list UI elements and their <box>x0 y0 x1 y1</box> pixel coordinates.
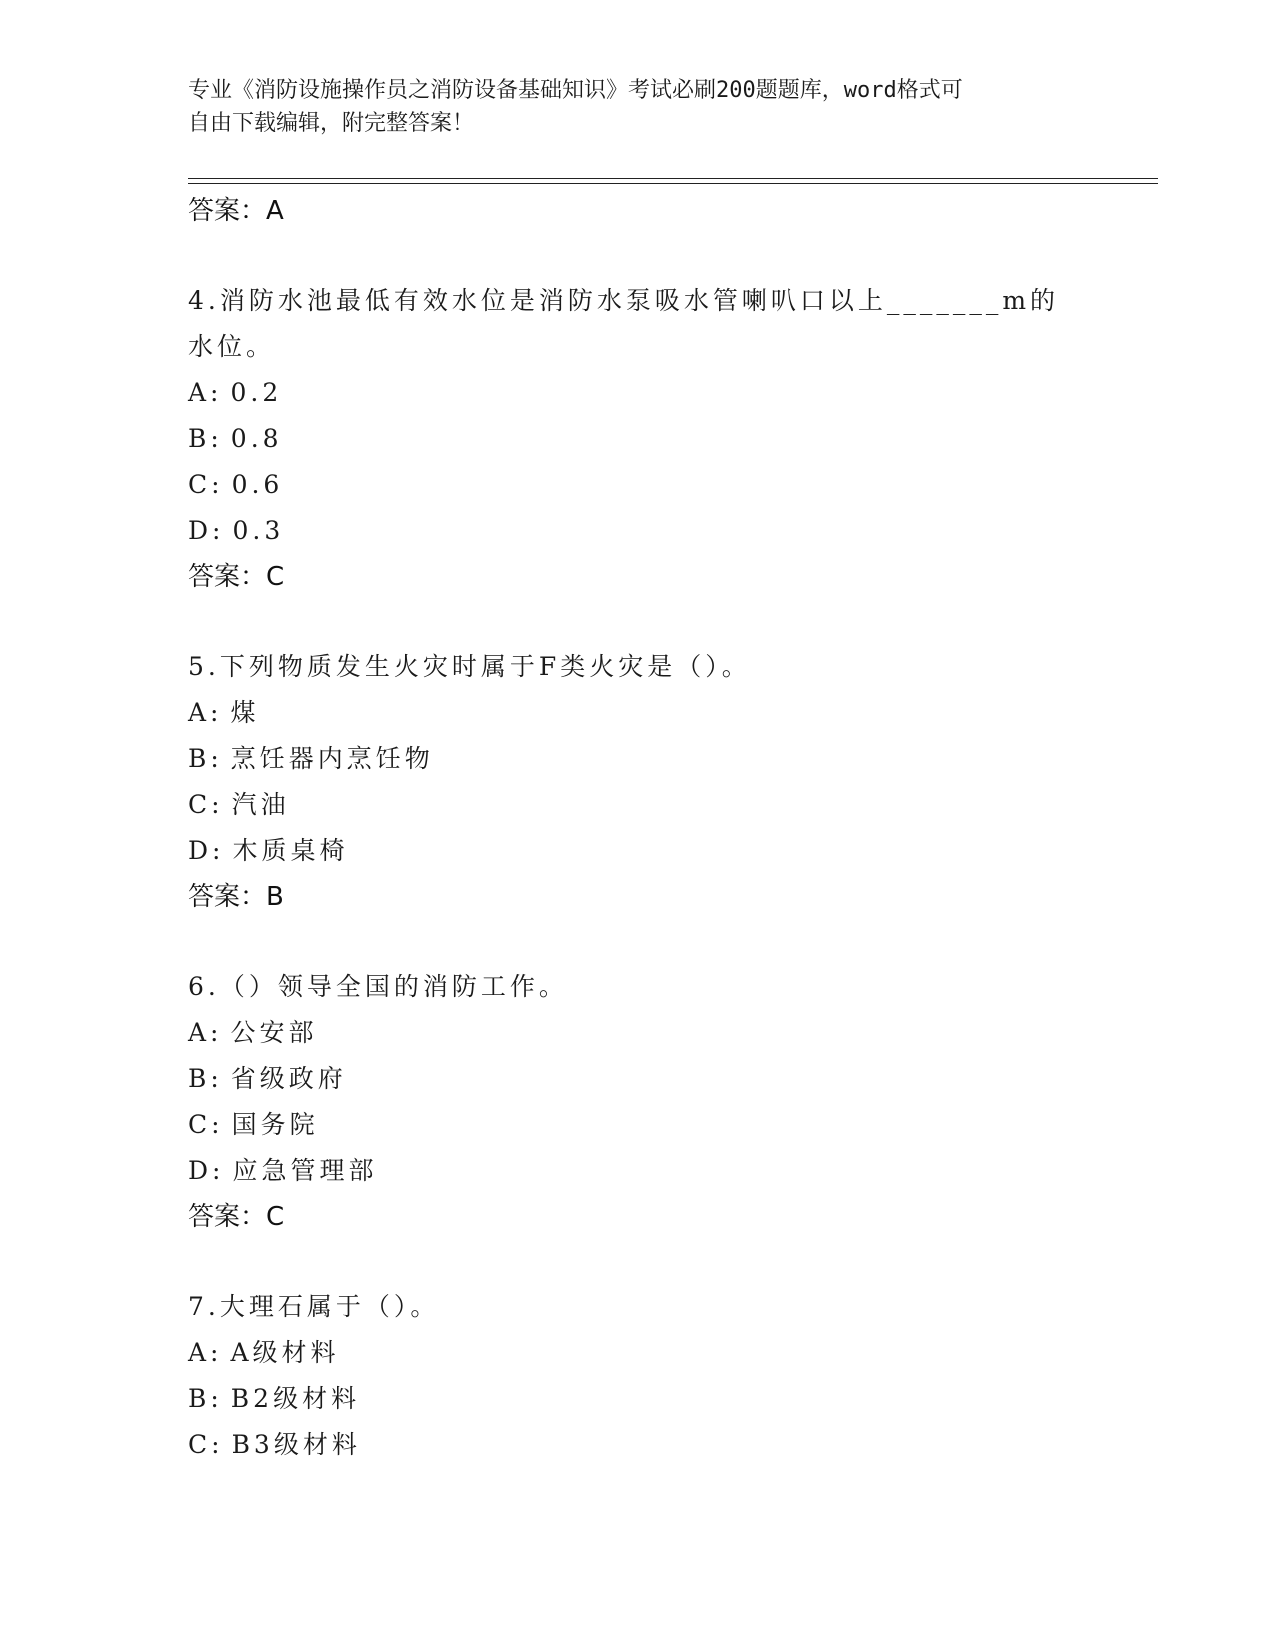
question-text: 7.大理石属于（）。 <box>188 1292 440 1321</box>
answer-line: 答案：A <box>188 196 284 226</box>
option-key: C: <box>188 1110 224 1139</box>
option-key: C: <box>188 790 224 819</box>
option-c <box>188 1102 1068 1148</box>
option-a <box>188 1330 1068 1376</box>
option-b <box>188 1056 1068 1102</box>
question-item <box>188 1284 1068 1468</box>
option-text: 0.3 <box>232 516 285 545</box>
option-text: 国务院 <box>231 1110 319 1139</box>
answer-line: 答案：C <box>188 562 285 592</box>
option-key: C: <box>188 470 224 499</box>
question-text: 4.消防水池最低有效水位是消防水泵吸水管喇叭口以上_______m的水位。 <box>188 286 1060 361</box>
question-list <box>188 188 1068 1468</box>
option-c <box>188 462 1068 508</box>
question-text: 5.下列物质发生火灾时属于F类火灾是（）。 <box>188 652 751 681</box>
option-key: D: <box>188 516 225 545</box>
option-c <box>188 782 1068 828</box>
document-header <box>188 74 1068 140</box>
option-key: A: <box>188 698 223 727</box>
option-text: A级材料 <box>230 1338 340 1367</box>
option-key: D: <box>188 836 225 865</box>
option-text: 省级政府 <box>230 1064 347 1093</box>
option-b <box>188 736 1068 782</box>
option-text: 0.8 <box>230 424 283 453</box>
option-a <box>188 690 1068 736</box>
option-d <box>188 508 1068 554</box>
question-text: 6.（）领导全国的消防工作。 <box>188 972 568 1001</box>
option-text: 烹饪器内烹饪物 <box>230 744 434 773</box>
option-d <box>188 828 1068 874</box>
option-key: B: <box>188 424 223 453</box>
option-text: B3级材料 <box>231 1430 361 1459</box>
option-text: 木质桌椅 <box>232 836 349 865</box>
answer-line: 答案：C <box>188 1202 285 1232</box>
question-item <box>188 278 1068 600</box>
option-key: B: <box>188 744 223 773</box>
option-text: 公安部 <box>230 1018 318 1047</box>
option-text: B2级材料 <box>230 1384 361 1413</box>
header-line-1: 专业《消防设施操作员之消防设备基础知识》考试必刷200题题库，word格式可 <box>188 78 963 103</box>
option-key: D: <box>188 1156 225 1185</box>
option-key: B: <box>188 1384 223 1413</box>
question-item <box>188 644 1068 920</box>
question-item <box>188 964 1068 1240</box>
option-key: B: <box>188 1064 223 1093</box>
option-b <box>188 1376 1068 1422</box>
option-d <box>188 1148 1068 1194</box>
option-text: 应急管理部 <box>232 1156 378 1185</box>
answer-line: 答案：B <box>188 882 284 912</box>
option-a <box>188 370 1068 416</box>
header-divider-bottom <box>188 183 1158 184</box>
option-key: A: <box>188 378 223 407</box>
option-c <box>188 1422 1068 1468</box>
option-a <box>188 1010 1068 1056</box>
option-b <box>188 416 1068 462</box>
option-text: 0.2 <box>230 378 283 407</box>
option-text: 汽油 <box>231 790 290 819</box>
option-key: A: <box>188 1018 223 1047</box>
option-key: C: <box>188 1430 224 1459</box>
option-text: 0.6 <box>231 470 284 499</box>
option-key: A: <box>188 1338 223 1367</box>
header-divider-top <box>188 178 1158 179</box>
header-line-2: 自由下载编辑，附完整答案！ <box>188 111 475 136</box>
option-text: 煤 <box>230 698 260 727</box>
